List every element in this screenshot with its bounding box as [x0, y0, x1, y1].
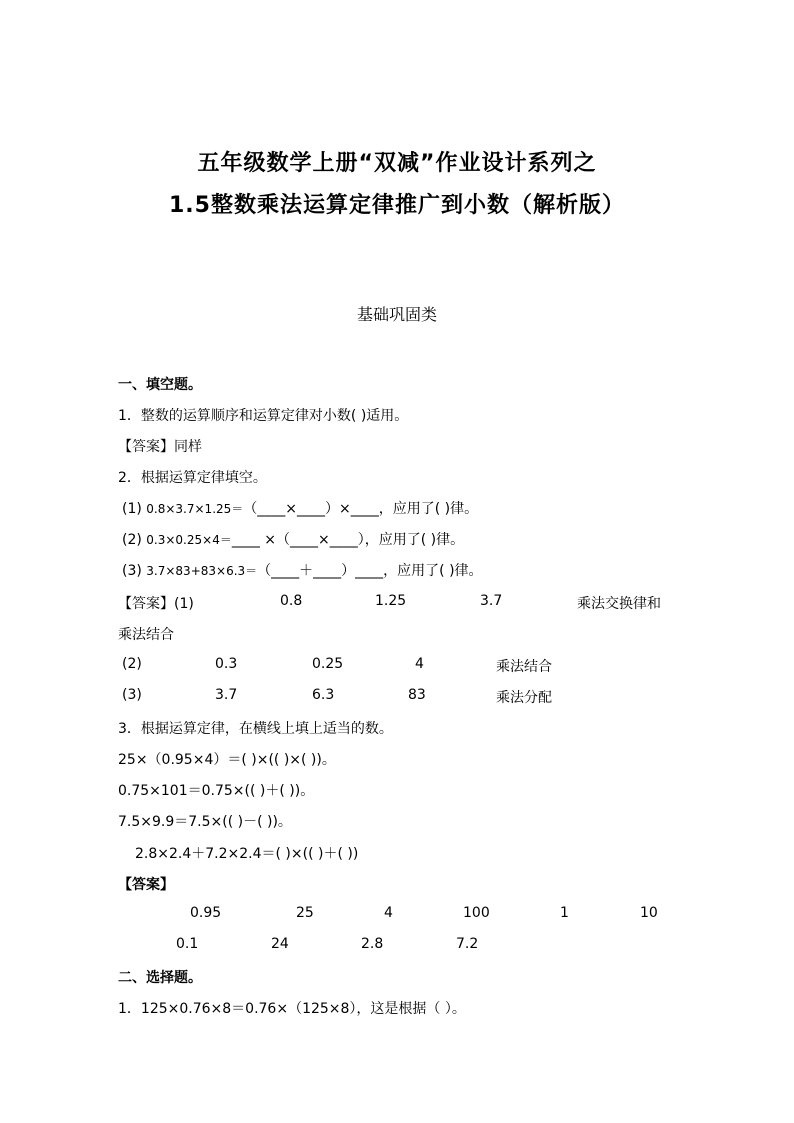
document-title-line-1: 五年级数学上册“双减”作业设计系列之	[197, 151, 597, 176]
item-prefix: (2)	[122, 532, 147, 548]
question-3-prompt: 3．根据运算定律，在横线上填上适当的数。	[118, 721, 393, 737]
question-2-item-1	[122, 498, 478, 518]
answer-value: 乘法分配	[496, 690, 552, 706]
answer-value: 乘法交换律和	[577, 596, 661, 612]
question-2-item-3	[122, 560, 483, 580]
answer-value: 3.7	[480, 593, 503, 609]
question-2-item-2	[122, 529, 464, 549]
answer-continuation: 乘法结合	[118, 627, 174, 643]
answer-row-label: (2)	[122, 656, 142, 672]
item-blanks: （____＋____）____，应用了( )律。	[257, 563, 483, 579]
answer-value: 0.3	[215, 656, 238, 672]
item-blanks: （____×____）×____，应用了( )律。	[243, 501, 479, 517]
question-3-line-4: 2.8×2.4＋7.2×2.4＝( )×(( )＋( ))	[135, 846, 359, 862]
question-1-answer: 【答案】同样	[118, 439, 202, 455]
part2-question-1: 1．125×0.76×8＝0.76×（125×8），这是根据（ ）。	[118, 1001, 466, 1017]
section-label: 基础巩固类	[356, 305, 437, 324]
answer-value: 24	[271, 936, 289, 952]
answer-value: 7.2	[456, 936, 479, 952]
item-prefix: (1)	[122, 501, 147, 517]
question-3-line-1: 25×（0.95×4）＝( )×(( )×( ))。	[118, 752, 336, 768]
answer-value: 10	[640, 905, 658, 921]
answer-value: 0.1	[176, 936, 199, 952]
answer-value: 1	[560, 905, 569, 921]
answer-value: 0.8	[280, 593, 303, 609]
answer-value: 3.7	[215, 687, 238, 703]
answer-value: 0.25	[312, 656, 344, 672]
answer-value: 83	[408, 687, 426, 703]
item-expression: 3.7×83+83×6.3＝	[146, 564, 258, 578]
answer-value: 4	[415, 656, 424, 672]
question-3-line-3: 7.5×9.9＝7.5×(( )－( ))。	[118, 814, 292, 830]
item-blanks: ____ ×（____×____），应用了( )律。	[231, 532, 465, 548]
answer-value: 100	[463, 905, 490, 921]
answer-row-label: (3)	[122, 687, 142, 703]
part2-heading: 二、选择题。	[118, 970, 202, 986]
question-3-answer-label: 【答案】	[118, 877, 174, 893]
item-prefix: (3)	[122, 563, 147, 579]
answer-value: 乘法结合	[496, 659, 552, 675]
part1-heading: 一、填空题。	[118, 377, 202, 393]
answer-value: 2.8	[361, 936, 384, 952]
question-3-line-2: 0.75×101＝0.75×(( )＋( ))。	[118, 783, 315, 799]
document-title-line-2: 1.5整数乘法运算定律推广到小数（解析版）	[169, 193, 625, 218]
answer-value: 6.3	[312, 687, 335, 703]
question-2-answer-label: 【答案】(1)	[118, 596, 194, 612]
answer-value: 0.95	[190, 905, 222, 921]
answer-value: 25	[296, 905, 314, 921]
question-2-prompt: 2．根据运算定律填空。	[118, 470, 267, 486]
item-expression: 0.3×0.25×4＝	[146, 533, 232, 547]
question-1-text: 1．整数的运算顺序和运算定律对小数( )适用。	[118, 408, 409, 424]
answer-value: 4	[384, 905, 393, 921]
item-expression: 0.8×3.7×1.25＝	[146, 502, 244, 516]
answer-value: 1.25	[375, 593, 407, 609]
